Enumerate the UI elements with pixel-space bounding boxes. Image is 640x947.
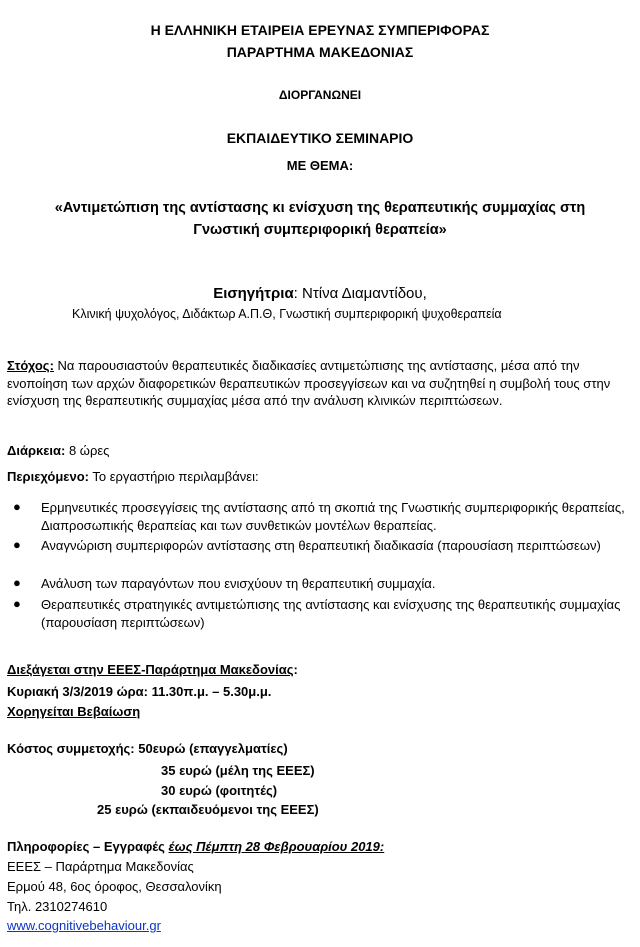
info-line: [7, 839, 384, 854]
cost-label: Κόστος συμμετοχής:: [7, 741, 135, 756]
content-label: Περιεχόμενο:: [7, 469, 89, 484]
website-link[interactable]: www.cognitivebehaviour.gr: [7, 918, 161, 933]
date-time: Κυριακή 3/3/2019 ώρα: 11.30π.μ. – 5.30μ.μ.: [7, 684, 272, 699]
info-website-line: [7, 918, 161, 933]
list-item-text: Ερμηνευτικές προσεγγίσεις της αντίστασης από τη σκοπιά της Γνωστικής συμπεριφορικής θεραπείας, Διαπροσωπικής θεραπείας και των συνθετικών μοντέλων θεραπείας.: [41, 500, 625, 533]
speaker-name: : Ντίνα Διαμαντίδου,: [293, 285, 427, 302]
event-type: ΕΚΠΑΙΔΕΥΤΙΚΟ ΣΕΜΙΝΑΡΙΟ: [226, 130, 414, 146]
venue-colon: :: [293, 662, 298, 677]
info-deadline: έως Πέμπτη 28 Φεβρουαρίου 2019:: [168, 839, 385, 854]
speaker-credentials: Κλινική ψυχολόγος, Διδάκτωρ Α.Π.Θ, Γνωστική συμπεριφορική ψυχοθεραπεία: [72, 307, 502, 321]
organization-name: Η ΕΛΛΗΝΙΚΗ ΕΤΑΙΡΕΙΑ ΕΡΕΥΝΑΣ ΣΥΜΠΕΡΙΦΟΡΑΣ: [150, 22, 490, 38]
cost-line: [7, 741, 288, 756]
info-organization: ΕΕΕΣ – Παράρτημα Μακεδονίας: [7, 859, 194, 874]
list-item-text: Αναγνώριση συμπεριφορών αντίστασης στη θεραπευτική διαδικασία (παρουσίαση περιπτώσεων): [41, 538, 601, 553]
info-phone: Τηλ. 2310274610: [7, 899, 108, 914]
speaker-line: [0, 285, 640, 302]
duration-label: Διάρκεια:: [7, 443, 66, 458]
topic-label: ΜΕ ΘΕΜΑ:: [286, 158, 354, 173]
duration-line: [7, 443, 109, 458]
cost-students: 30 ευρώ (φοιτητές): [161, 783, 278, 798]
certificate-note: Χορηγείται Βεβαίωση: [7, 704, 141, 719]
goal-label: Στόχος:: [7, 358, 54, 373]
info-address: Ερμού 48, 6ος όροφος, Θεσσαλονίκη: [7, 879, 222, 894]
speaker-label: Εισηγήτρια: [213, 285, 294, 302]
bullet-icon: ●: [13, 575, 21, 590]
list-item-text: Ανάλυση των παραγόντων που ενισχύουν τη θεραπευτική συμμαχία.: [41, 576, 436, 591]
list-item-text: Θεραπευτικές στρατηγικές αντιμετώπισης της αντίστασης και ενίσχυσης της θεραπευτικής συμμαχίας (παρουσίαση περιπτώσεων): [41, 597, 621, 630]
content-line: [7, 469, 259, 484]
info-label: Πληροφορίες – Εγγραφές: [7, 839, 169, 854]
venue-line: [7, 662, 298, 677]
duration-value: 8 ώρες: [65, 443, 110, 458]
seminar-title-line1: «Αντιμετώπιση της αντίστασης κι ενίσχυση της θεραπευτικής συμμαχίας στη: [54, 200, 586, 216]
bullet-icon: ●: [13, 537, 21, 552]
cost-trainees: 25 ευρώ (εκπαιδευόμενοι της ΕΕΕΣ): [97, 802, 319, 817]
seminar-title-line2: Γνωστική συμπεριφορική θεραπεία»: [193, 222, 447, 238]
goal-paragraph: [7, 357, 629, 410]
bullet-icon: ●: [13, 596, 21, 611]
organizes-label: ΔΙΟΡΓΑΝΩΝΕΙ: [278, 88, 362, 102]
venue-text: Διεξάγεται στην ΕΕΕΣ-Παράρτημα Μακεδονίας: [7, 662, 294, 677]
cost-members: 35 ευρώ (μέλη της ΕΕΕΣ): [161, 763, 315, 778]
cost-professionals: 50ευρώ (επαγγελματίες): [134, 741, 288, 756]
organization-branch: ΠΑΡΑΡΤΗΜΑ ΜΑΚΕΔΟΝΙΑΣ: [226, 44, 414, 60]
content-intro: Το εργαστήριο περιλαμβάνει:: [88, 469, 259, 484]
goal-text: Να παρουσιαστούν θεραπευτικές διαδικασίες αντιμετώπισης της αντίστασης, μέσα από την ενοποίηση των αρχών διαφορετικών θεραπευτικών προσεγγίσεων και να συζητηθεί η συμβολή τους στην ενίσχυση της θεραπευτικής συμμαχίας μέσα από την ανάλυση κλινικών περιπτώσεων.: [7, 358, 611, 409]
bullet-icon: ●: [13, 499, 21, 514]
